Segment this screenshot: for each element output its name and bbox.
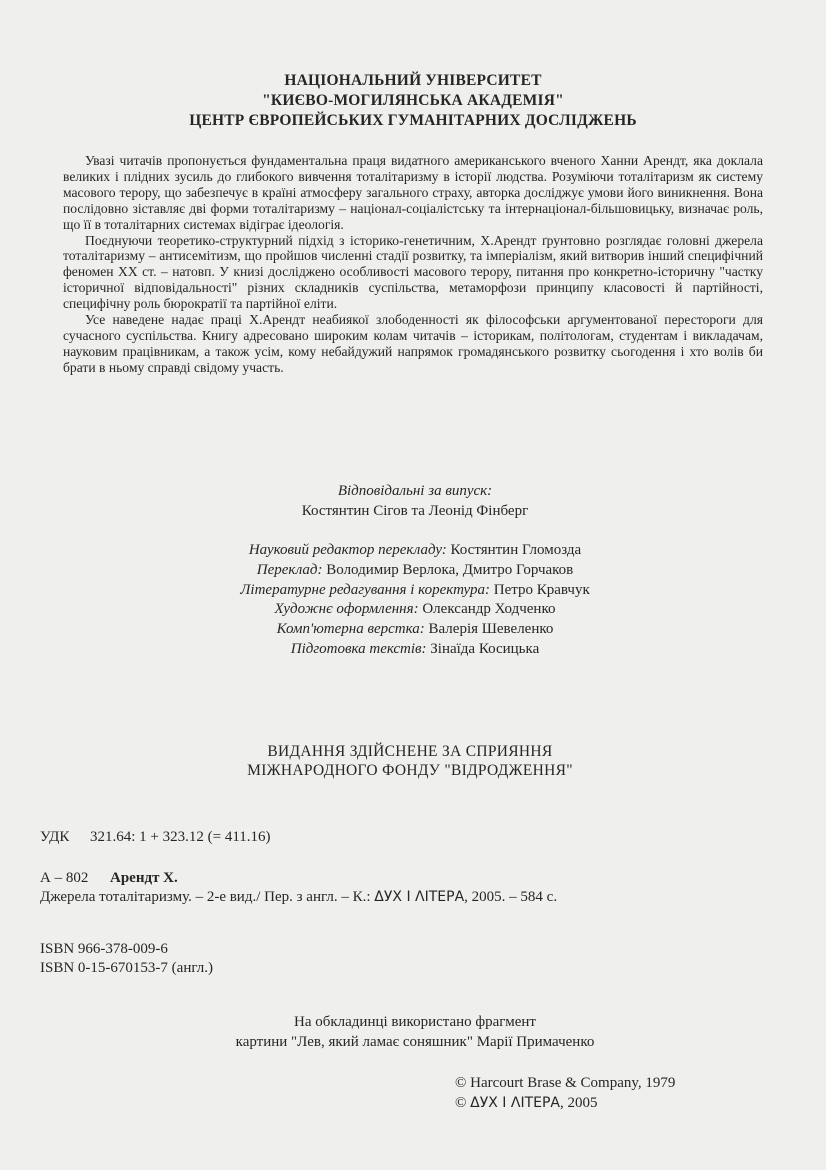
copyright-year: , 2005	[560, 1095, 598, 1111]
credit-name: Зінаїда Косицька	[430, 640, 540, 657]
responsible-block	[130, 481, 700, 521]
cover-note	[120, 1012, 710, 1052]
credit-name: Олександр Ходченко	[422, 601, 556, 618]
abstract-paragraph-1: Увазі читачів пропонується фундаментальна праця видатного американського вченого Ханни Арендт, яка доклала великих і плідних зусиль до глибокого вивчення тоталітаризму в історії людства. Розуміючи тоталітаризм як систему масового терору, що забезпечує в країні атмосферу загального страху, авторка досліджує умови його виникнення. Вона послідовно зіставляє дві форми тоталітаризму – націонал-соціалістську та інтернаціонал-більшовицьку, визначає роль, що її в тоталітарних системах відіграє ідеологія.	[63, 153, 763, 232]
description-suffix: , 2005. – 584 с.	[464, 889, 558, 905]
credit-line	[120, 581, 710, 601]
support-statement	[110, 742, 710, 780]
abstract-paragraph-3: Усе наведене надає праці Х.Арендт неабиякої злободенності як філософськи аргументованої перестороги для сучасного суспільства. Книгу адресовано широким колам читачів – історикам, політологам, студентам і викладачам, науковим працівникам, а також усім, кому небайдужий напрямок громадянського розвитку сьогодення і хто волів би брати в ньому справді свідому участь.	[63, 312, 763, 375]
responsible-label: Відповідальні за випуск:	[337, 483, 493, 499]
credit-line	[120, 640, 710, 660]
abstract	[63, 153, 763, 376]
copyright-line-2	[455, 1093, 675, 1113]
copyright-symbol: ©	[455, 1095, 471, 1111]
header-line-2: "КИЄВО-МОГИЛЯНСЬКА АКАДЕМІЯ"	[262, 92, 564, 109]
author-name: Арендт Х.	[110, 870, 178, 886]
responsible-names: Костянтин Сігов та Леонід Фінберг	[301, 503, 529, 519]
author-line	[40, 869, 780, 888]
udk-line	[40, 828, 780, 847]
description-line	[40, 888, 780, 907]
credit-line	[120, 541, 710, 561]
bibliographic-record	[40, 828, 780, 978]
credit-name: Петро Кравчук	[493, 581, 590, 598]
credit-role: Переклад:	[256, 561, 323, 578]
isbn-line: ISBN 0-15-670153-7 (англ.)	[40, 960, 213, 976]
cover-line-1: На обкладинці використано фрагмент	[294, 1014, 536, 1030]
credit-role: Літературне редагування і коректура:	[240, 581, 490, 598]
credit-role: Підготовка текстів:	[290, 640, 427, 657]
credit-name: Валерія Шевеленко	[428, 621, 554, 638]
credit-line	[120, 561, 710, 581]
support-line-2: МІЖНАРОДНОГО ФОНДУ "ВІДРОДЖЕННЯ"	[247, 762, 573, 779]
catalog-code: А – 802	[40, 870, 89, 886]
credit-role: Науковий редактор перекладу:	[248, 542, 447, 558]
credit-role: Комп'ютерна верстка:	[276, 621, 425, 638]
institution-header	[60, 71, 766, 131]
cover-line-2: картини "Лев, який ламає соняшник" Марії Примаченко	[235, 1034, 595, 1050]
credit-line	[120, 620, 710, 640]
udk-value: 321.64: 1 + 323.12 (= 411.16)	[90, 829, 271, 845]
support-line-1: ВИДАННЯ ЗДІЙСНЕНЕ ЗА СПРИЯННЯ	[267, 743, 553, 760]
header-line-1: НАЦІОНАЛЬНИЙ УНІВЕРСИТЕТ	[284, 72, 542, 89]
copyright-publisher: ΔУХ І ΛІТЕРА	[470, 1095, 561, 1111]
copyright-block	[455, 1073, 675, 1113]
credit-line	[120, 600, 710, 620]
credits-block	[120, 541, 710, 660]
credit-name: Володимир Верлока, Дмитро Горчаков	[326, 561, 574, 578]
publisher-name: ΔУХ І ΛІТЕРА	[374, 889, 465, 905]
header-line-3: ЦЕНТР ЄВРОПЕЙСЬКИХ ГУМАНІТАРНИХ ДОСЛІДЖЕНЬ	[189, 112, 637, 129]
description-text: Джерела тоталітаризму. – 2-е вид./ Пер. з англ. – К.:	[40, 889, 375, 905]
credit-role: Художнє оформлення:	[274, 601, 419, 618]
abstract-paragraph-2: Поєднуючи теоретико-структурний підхід з історико-генетичним, Х.Арендт ґрунтовно розглядає головні джерела тоталітаризму – антисемітизм, що пройшов численні стадії розвитку, та імперіалізм, який витворив інший специфічний феномен XX ст. – натовп. У книзі досліджено особливості масового терору, питання про конкретно-історичну "частку історичної відповідальності" різних складників суспільства, метаморфози принципу класовості й партійності, специфічну роль бюрократії та партійної еліти.	[63, 232, 763, 312]
isbn-line: ISBN 966-378-009-6	[40, 941, 168, 957]
copyright-line-1: © Harcourt Brase & Company, 1979	[455, 1075, 676, 1091]
credit-name: Костянтин Гломозда	[450, 542, 582, 558]
udk-label: УДК	[40, 829, 70, 845]
